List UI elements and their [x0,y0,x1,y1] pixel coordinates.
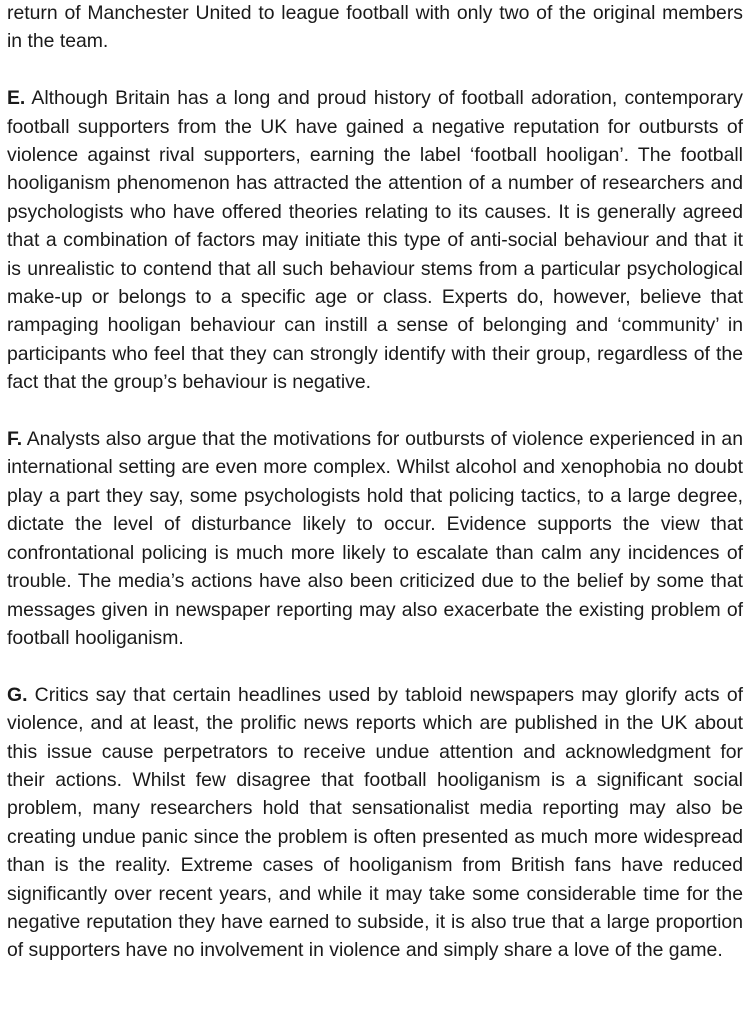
paragraph-text: Analysts also argue that the motivations for outbursts of violence experienced in an international setting are even more complex. Whilst alcohol and xenophobia no doubt play a part they say, some psychologists hold that policing tactics, to a large degree, dictate the level of disturbance likely to occur. Evidence supports the view that confrontational policing is much more likely to escalate than calm any incidences of trouble. The media’s actions have also been criticized due to the belief by some that messages given in newspaper reporting may also exacerbate the existing problem of football hooliganism. [7,428,743,649]
paragraph-letter: F. [7,428,23,451]
paragraph-text: return of Manchester United to league football with only two of the original members in the team. [7,2,743,53]
paragraph-g [7,681,743,965]
paragraph-text: Although Britain has a long and proud history of football adoration, contemporary football supporters from the UK have gained a negative reputation for outbursts of violence against rival supporters, earning the label ‘football hooligan’. The football hooliganism phenomenon has attracted the attention of a number of researchers and psychologists who have offered theories relating to its causes. It is generally agreed that a combination of factors may initiate this type of anti-social behaviour and that it is unrealistic to contend that all such behaviour stems from a particular psychological make-up or belongs to a specific age or class. Experts do, however, believe that rampaging hooligan behaviour can instill a sense of belonging and ‘community’ in participants who feel that they can strongly identify with their group, regardless of the fact that the group’s behaviour is negative. [7,87,743,394]
paragraph-f [7,425,743,652]
paragraph-text: Critics say that certain headlines used by tabloid newspapers may glorify acts of violence, and at least, the prolific news reports which are published in the UK about this issue cause perpetrators to receive undue attention and acknowledgment for their actions. Whilst few disagree that football hooliganism is a significant social problem, many researchers hold that sensationalist media reporting may also be creating undue panic since the problem is often presented as much more widespread than is the reality. Extreme cases of hooliganism from British fans have reduced significantly over recent years, and while it may take some considerable time for the negative reputation they have earned to subside, it is also true that a large proportion of supporters have no involvement in violence and simply share a love of the game. [7,683,743,962]
document-page [7,0,743,993]
paragraph-e [7,84,743,396]
paragraph-d-continuation [7,0,743,56]
paragraph-letter: E. [7,87,26,110]
paragraph-letter: G. [7,683,28,706]
